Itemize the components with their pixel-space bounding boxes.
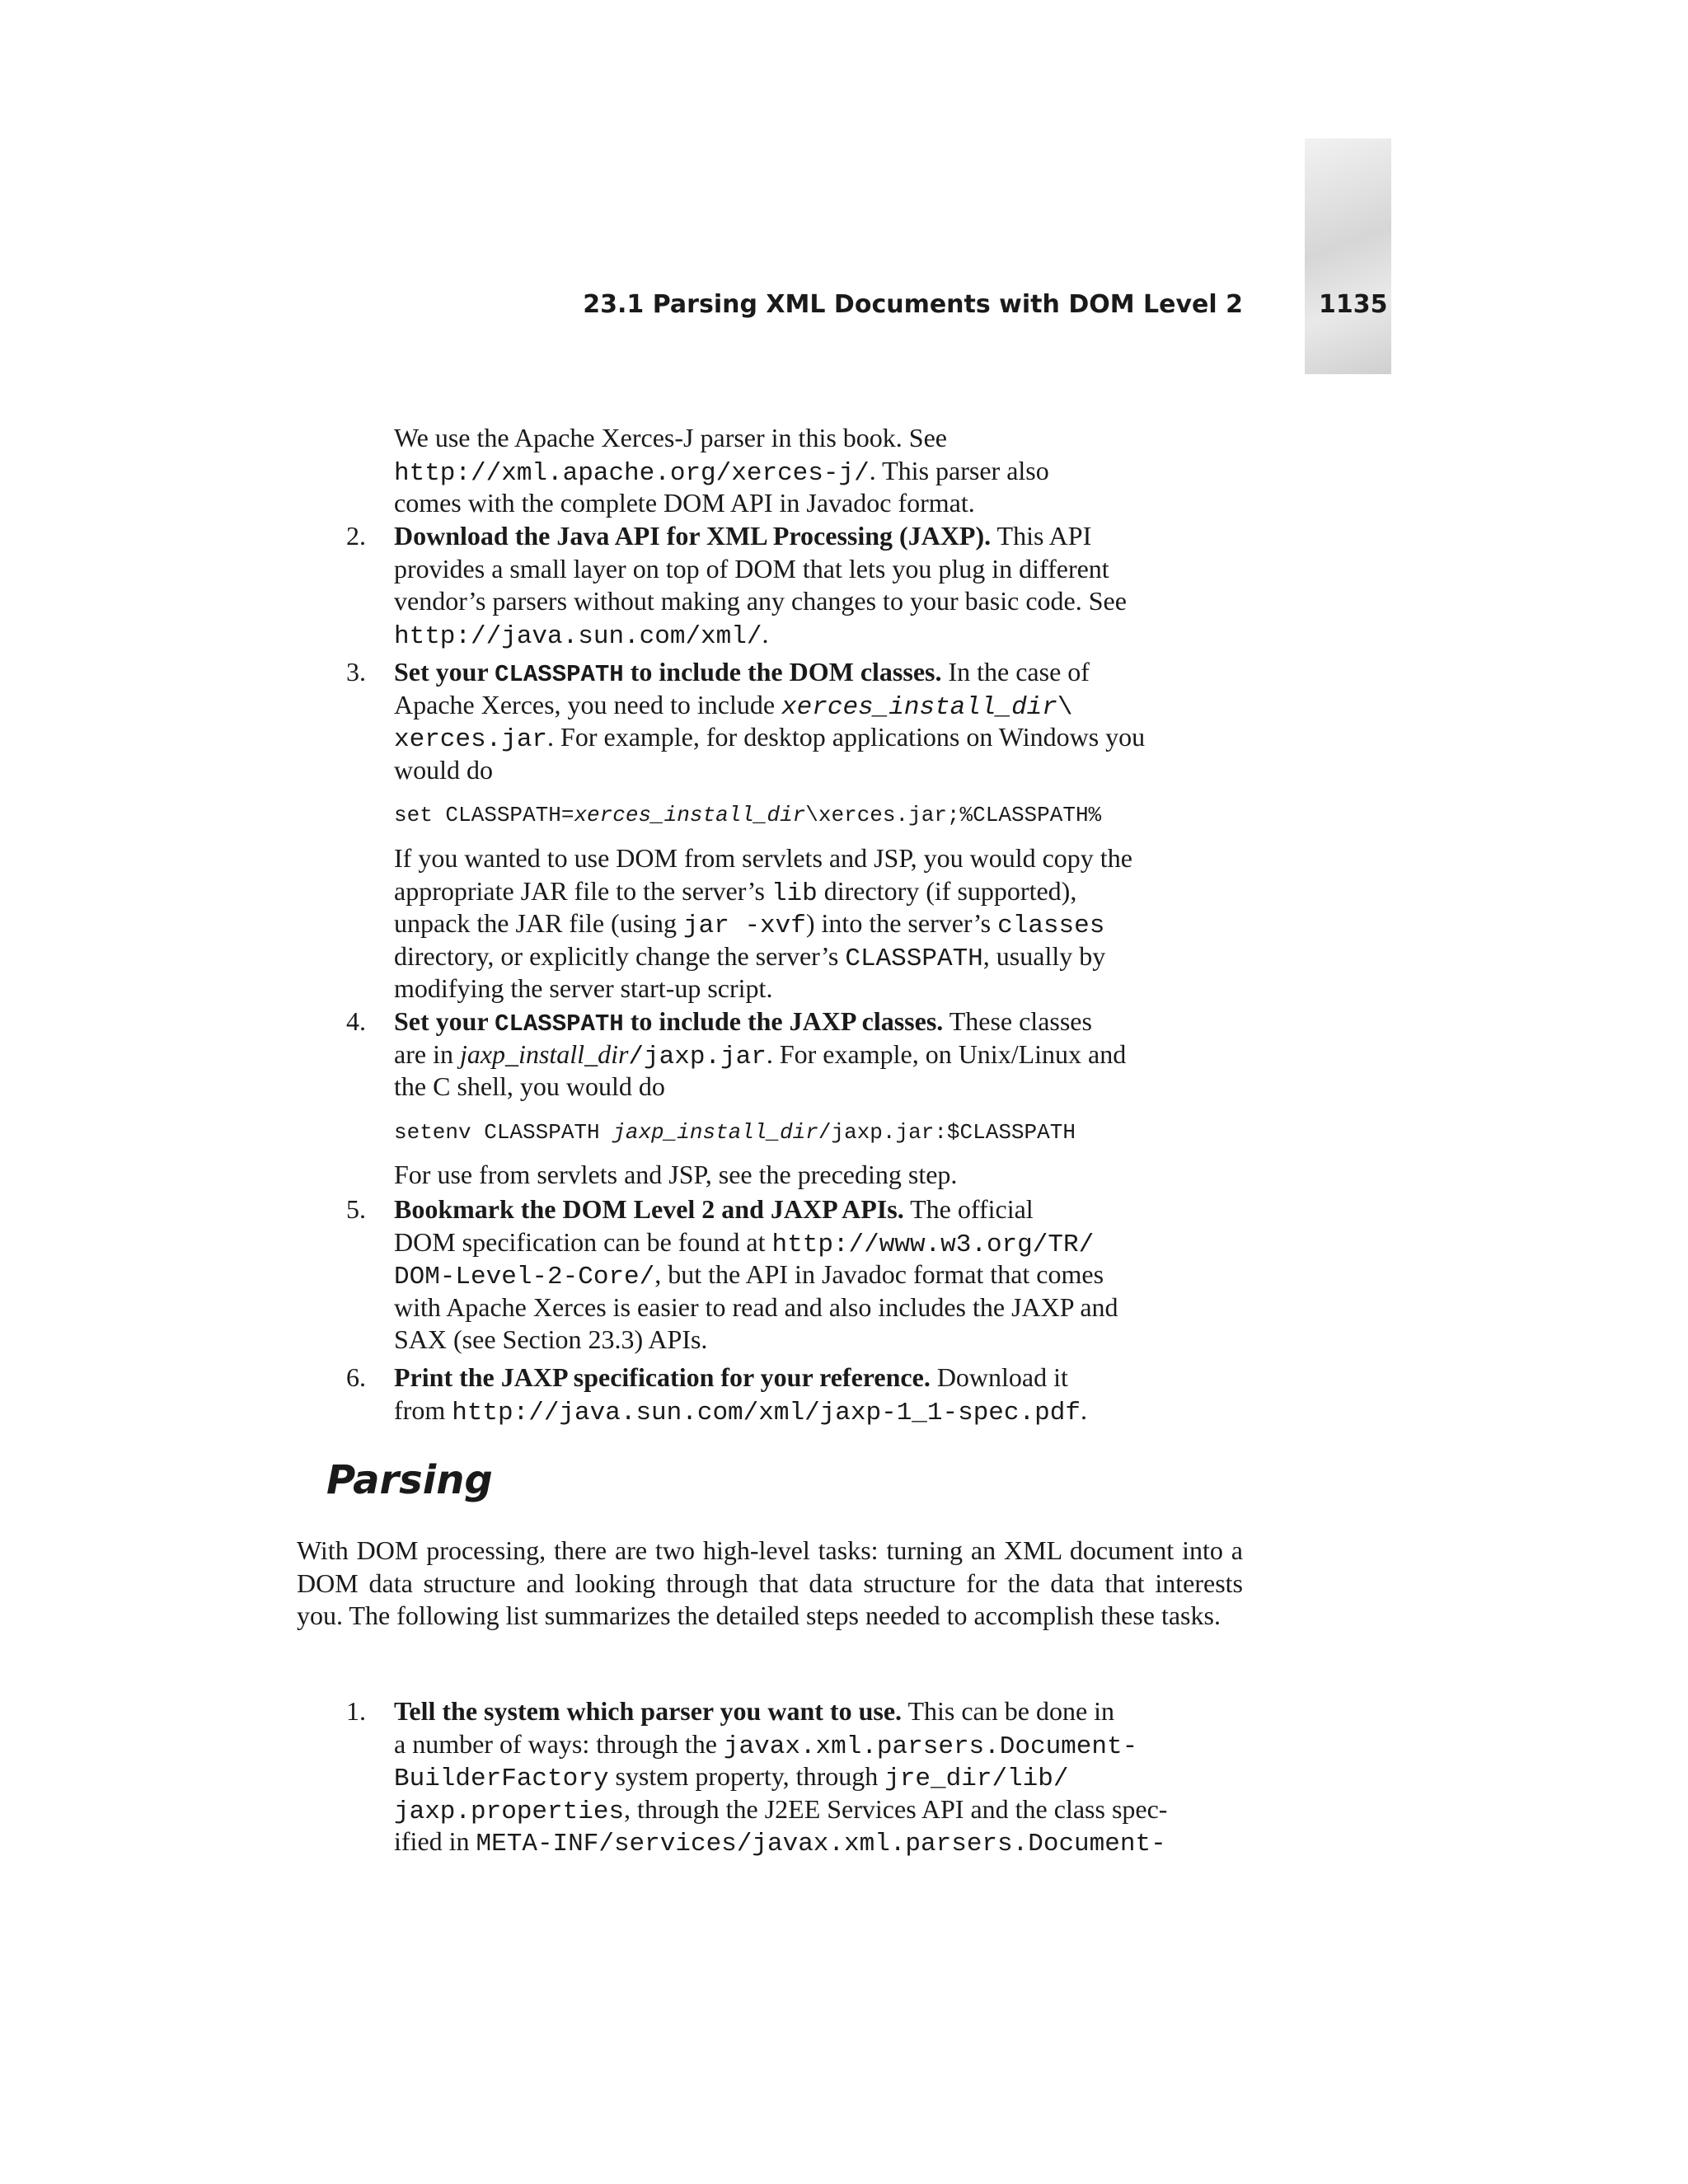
step-lead: to include the DOM classes. — [623, 657, 942, 687]
step-lead: Download the Java API for XML Processing (JAXP). — [394, 521, 992, 551]
url-w3-cont: DOM-Level-2-Core/ — [394, 1263, 655, 1291]
list-item-parse-step-1 — [346, 1695, 1218, 1858]
text-line — [394, 520, 1218, 553]
text-span: a number of ways: through the — [394, 1728, 724, 1759]
intro-paragraph — [394, 422, 1218, 520]
code-lib: lib — [771, 879, 818, 908]
thumb-index-tab — [1305, 138, 1391, 374]
text-line — [394, 940, 1218, 973]
step-lead: Set your — [394, 1006, 495, 1036]
text-span: from — [394, 1394, 452, 1425]
text-span: This can be done in — [902, 1696, 1115, 1726]
text-span: directory (if supported), — [817, 875, 1077, 906]
step-lead: to include the JAXP classes. — [623, 1006, 944, 1036]
text-line: comes with the complete DOM API in Javadoc format. — [394, 488, 975, 518]
text-span: This API — [991, 521, 1092, 551]
list-item-step-2 — [346, 520, 1218, 651]
text-span: ) into the server’s — [805, 908, 998, 938]
list-number: 4. — [346, 1006, 366, 1036]
code-jre-dir: jre_dir/lib/ — [884, 1765, 1069, 1793]
step-lead: Tell the system which parser you want to use. — [394, 1696, 903, 1726]
code-factory-cont: BuilderFactory — [394, 1765, 609, 1793]
code-classpath: CLASSPATH — [495, 661, 624, 688]
text-span: In the case of — [941, 657, 1090, 687]
list-item-step-5 — [346, 1193, 1218, 1357]
list-item-step-6 — [346, 1361, 1218, 1427]
text-line: For use from servlets and JSP, see the preceding step. — [394, 1160, 958, 1189]
text-line — [394, 1760, 1218, 1793]
text-line: would do — [394, 754, 493, 785]
list-number: 6. — [346, 1362, 366, 1392]
text-span: are in — [394, 1038, 460, 1069]
text-line — [394, 656, 1218, 689]
text-span: . For example, for desktop applications on Windows you — [547, 722, 1146, 752]
step-3-paragraph — [394, 842, 1218, 1005]
text-span: system property, through — [608, 1761, 885, 1791]
italic-install-dir: jaxp_install_dir — [459, 1038, 629, 1069]
list-item-step-3 — [346, 656, 1218, 786]
text-span: , but the API in Javadoc format that comes — [654, 1259, 1104, 1289]
text-line — [394, 1825, 1218, 1858]
text-line — [394, 1193, 1218, 1226]
step-lead: Set your — [394, 657, 495, 687]
url-xerces: http://xml.apache.org/xerces-j/ — [394, 458, 870, 488]
code-span-italic: jaxp_install_dir — [612, 1120, 818, 1145]
url-jaxp-spec: http://java.sun.com/xml/jaxp-1_1-spec.pdf — [452, 1398, 1081, 1427]
text-line: SAX (see Section 23.3) APIs. — [394, 1324, 708, 1354]
text-line: provides a small layer on top of DOM that lets you plug in different — [394, 553, 1109, 583]
text-line — [394, 1695, 1218, 1728]
code-classes: classes — [997, 912, 1105, 940]
text-span: . This parser also — [869, 455, 1049, 485]
list-number: 5. — [346, 1194, 366, 1224]
list-number: 1. — [346, 1696, 366, 1726]
text-line: We use the Apache Xerces-J parser in this book. See — [394, 423, 947, 452]
text-span: These classes — [943, 1006, 1092, 1036]
code-span: set CLASSPATH= — [394, 803, 574, 827]
code-meta-inf: META-INF/services/javax.xml.parsers.Document- — [476, 1830, 1166, 1858]
text-span: The official — [903, 1194, 1034, 1224]
section-heading: Parsing — [326, 1457, 493, 1503]
text-line: the C shell, you would do — [394, 1071, 665, 1101]
text-span: DOM specification can be found at — [394, 1226, 772, 1257]
code-classpath: CLASSPATH — [845, 944, 983, 973]
code-install-dir: xerces_install_dir — [781, 692, 1057, 722]
text-span: . — [762, 618, 769, 649]
code-example-unix — [394, 1120, 1076, 1145]
code-jaxp-jar: /jaxp.jar — [628, 1042, 767, 1071]
step-lead: Print the JAXP specification for your reference. — [394, 1362, 931, 1392]
code-span: /jaxp.jar:$CLASSPATH — [818, 1120, 1076, 1145]
code-classpath: CLASSPATH — [495, 1010, 624, 1038]
list-number: 2. — [346, 521, 366, 551]
text-line — [394, 907, 1218, 940]
text-line — [394, 1361, 1218, 1394]
section-title: 23.1 Parsing XML Documents with DOM Level 2 — [583, 290, 1243, 319]
text-line — [394, 618, 1218, 651]
text-line — [394, 1728, 1218, 1761]
text-line — [394, 455, 1218, 488]
list-number: 3. — [346, 657, 366, 687]
text-span: unpack the JAR file (using — [394, 908, 684, 938]
step-lead: Bookmark the DOM Level 2 and JAXP APIs. — [394, 1194, 904, 1224]
url-jaxp: http://java.sun.com/xml/ — [394, 621, 762, 651]
running-header — [0, 290, 1688, 326]
text-span: , usually by — [982, 940, 1106, 971]
code-span: setenv CLASSPATH — [394, 1120, 613, 1145]
text-line — [394, 1226, 1218, 1259]
code-span: \xerces.jar;%CLASSPATH% — [805, 803, 1102, 827]
text-span: ified in — [394, 1826, 476, 1856]
code-jaxp-properties: jaxp.properties — [394, 1797, 625, 1826]
text-line: If you wanted to use DOM from servlets and JSP, you would copy the — [394, 843, 1132, 873]
text-span: Apache Xerces, you need to include — [394, 689, 782, 719]
text-line — [394, 1038, 1218, 1071]
text-line — [394, 1258, 1218, 1291]
text-line — [394, 1005, 1218, 1038]
code-jar-xvf: jar -xvf — [683, 912, 806, 940]
text-line: vendor’s parsers without making any changes to your basic code. See — [394, 586, 1127, 616]
text-line — [394, 875, 1218, 908]
body-paragraph: With DOM processing, there are two high-level tasks: turning an XML document into a DOM data structure and looking through that data structure for the data that interests you. The following list summarizes the detailed steps needed to accomplish these tasks. — [297, 1535, 1243, 1630]
list-item-step-4 — [346, 1005, 1218, 1104]
text-span: Download it — [930, 1362, 1068, 1392]
text-span: directory, or explicitly change the server’s — [394, 940, 846, 971]
url-w3: http://www.w3.org/TR/ — [771, 1230, 1095, 1259]
text-span: . For example, on Unix/Linux and — [766, 1038, 1127, 1069]
text-line: with Apache Xerces is easier to read and also includes the JAXP and — [394, 1291, 1118, 1322]
code-factory: javax.xml.parsers.Document- — [723, 1732, 1138, 1761]
text-span: , through the J2EE Services API and the class spec- — [624, 1793, 1168, 1824]
text-span: . — [1080, 1394, 1087, 1425]
text-line — [394, 1394, 1218, 1427]
code-example-windows — [394, 803, 1101, 827]
code-backslash: \ — [1057, 692, 1073, 722]
text-line — [394, 689, 1218, 722]
step-4-note — [394, 1159, 1218, 1192]
code-span-italic: xerces_install_dir — [574, 803, 806, 827]
text-line: modifying the server start-up script. — [394, 973, 773, 1003]
text-line — [394, 721, 1218, 754]
text-span: appropriate JAR file to the server’s — [394, 875, 771, 906]
page-number: 1135 — [1319, 290, 1388, 319]
text-line — [394, 1793, 1218, 1826]
code-xerces-jar: xerces.jar — [394, 725, 548, 754]
